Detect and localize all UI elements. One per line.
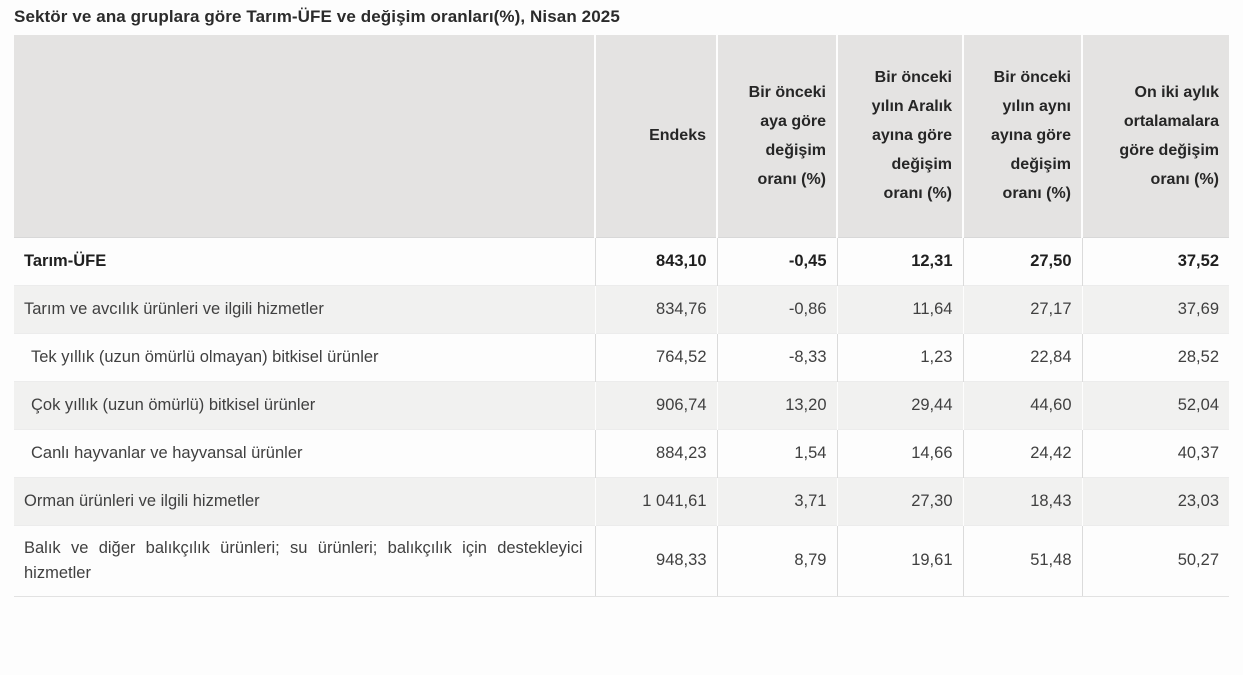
value-cell-since-december-change: 14,66 bbox=[837, 429, 963, 477]
table-row bbox=[14, 285, 1229, 333]
table-row bbox=[14, 237, 1229, 285]
value-cell-since-december-change: 11,64 bbox=[837, 285, 963, 333]
row-label-cell: Tarım ve avcılık ürünleri ve ilgili hizmetler bbox=[14, 285, 595, 333]
table-body bbox=[14, 237, 1229, 596]
value-cell-endeks: 834,76 bbox=[595, 285, 717, 333]
value-cell-since-december-change: 1,23 bbox=[837, 333, 963, 381]
value-cell-twelve-month-average-change: 52,04 bbox=[1082, 381, 1229, 429]
table-row bbox=[14, 333, 1229, 381]
row-label-cell: Tarım-ÜFE bbox=[24, 251, 107, 270]
value-cell-year-over-year-change: 51,48 bbox=[963, 525, 1082, 596]
value-cell-twelve-month-average-change: 37,52 bbox=[1082, 237, 1229, 285]
value-cell-monthly-change: 3,71 bbox=[717, 477, 837, 525]
value-cell-twelve-month-average-change: 37,69 bbox=[1082, 285, 1229, 333]
col-header-since-december-change: Bir önceki yılın Aralık ayına göre değişim oranı (%) bbox=[837, 35, 963, 237]
value-cell-monthly-change: -8,33 bbox=[717, 333, 837, 381]
value-cell-since-december-change: 29,44 bbox=[837, 381, 963, 429]
row-label-cell: Tek yıllık (uzun ömürlü olmayan) bitkisel ürünler bbox=[14, 333, 595, 381]
value-cell-monthly-change: 13,20 bbox=[717, 381, 837, 429]
col-header-endeks: Endeks bbox=[595, 35, 717, 237]
value-cell-monthly-change: 1,54 bbox=[717, 429, 837, 477]
value-cell-monthly-change: 8,79 bbox=[717, 525, 837, 596]
table-header-row bbox=[14, 35, 1229, 237]
value-cell-since-december-change: 12,31 bbox=[837, 237, 963, 285]
row-label-cell: Canlı hayvanlar ve hayvansal ürünler bbox=[14, 429, 595, 477]
value-cell-endeks: 948,33 bbox=[595, 525, 717, 596]
value-cell-twelve-month-average-change: 23,03 bbox=[1082, 477, 1229, 525]
table-row bbox=[14, 477, 1229, 525]
agriculture-ppi-table bbox=[14, 35, 1229, 597]
row-label-cell: Balık ve diğer balıkçılık ürünleri; su ürünleri; balıkçılık için destekleyici hizmetler bbox=[14, 525, 595, 596]
col-header-empty bbox=[14, 35, 595, 237]
page-title: Sektör ve ana gruplara göre Tarım-ÜFE ve değişim oranları(%), Nisan 2025 bbox=[14, 7, 620, 26]
value-cell-monthly-change: -0,86 bbox=[717, 285, 837, 333]
value-cell-year-over-year-change: 27,17 bbox=[963, 285, 1082, 333]
row-label-cell: Orman ürünleri ve ilgili hizmetler bbox=[14, 477, 595, 525]
col-header-monthly-change: Bir önceki aya göre değişim oranı (%) bbox=[717, 35, 837, 237]
col-header-year-over-year-change: Bir önceki yılın aynı ayına göre değişim oranı (%) bbox=[963, 35, 1082, 237]
value-cell-endeks: 764,52 bbox=[595, 333, 717, 381]
value-cell-year-over-year-change: 22,84 bbox=[963, 333, 1082, 381]
value-cell-endeks: 843,10 bbox=[595, 237, 717, 285]
table-header bbox=[14, 35, 1229, 237]
row-label-cell: Çok yıllık (uzun ömürlü) bitkisel ürünler bbox=[14, 381, 595, 429]
value-cell-twelve-month-average-change: 50,27 bbox=[1082, 525, 1229, 596]
value-cell-year-over-year-change: 44,60 bbox=[963, 381, 1082, 429]
value-cell-since-december-change: 27,30 bbox=[837, 477, 963, 525]
value-cell-year-over-year-change: 24,42 bbox=[963, 429, 1082, 477]
value-cell-monthly-change: -0,45 bbox=[717, 237, 837, 285]
table-row bbox=[14, 429, 1229, 477]
value-cell-year-over-year-change: 18,43 bbox=[963, 477, 1082, 525]
value-cell-twelve-month-average-change: 40,37 bbox=[1082, 429, 1229, 477]
value-cell-endeks: 906,74 bbox=[595, 381, 717, 429]
table-row bbox=[14, 381, 1229, 429]
table-row bbox=[14, 525, 1229, 596]
value-cell-endeks: 1 041,61 bbox=[595, 477, 717, 525]
value-cell-since-december-change: 19,61 bbox=[837, 525, 963, 596]
value-cell-twelve-month-average-change: 28,52 bbox=[1082, 333, 1229, 381]
col-header-twelve-month-average-change: On iki aylık ortalamalara göre değişim oranı (%) bbox=[1082, 35, 1229, 237]
value-cell-year-over-year-change: 27,50 bbox=[963, 237, 1082, 285]
value-cell-endeks: 884,23 bbox=[595, 429, 717, 477]
